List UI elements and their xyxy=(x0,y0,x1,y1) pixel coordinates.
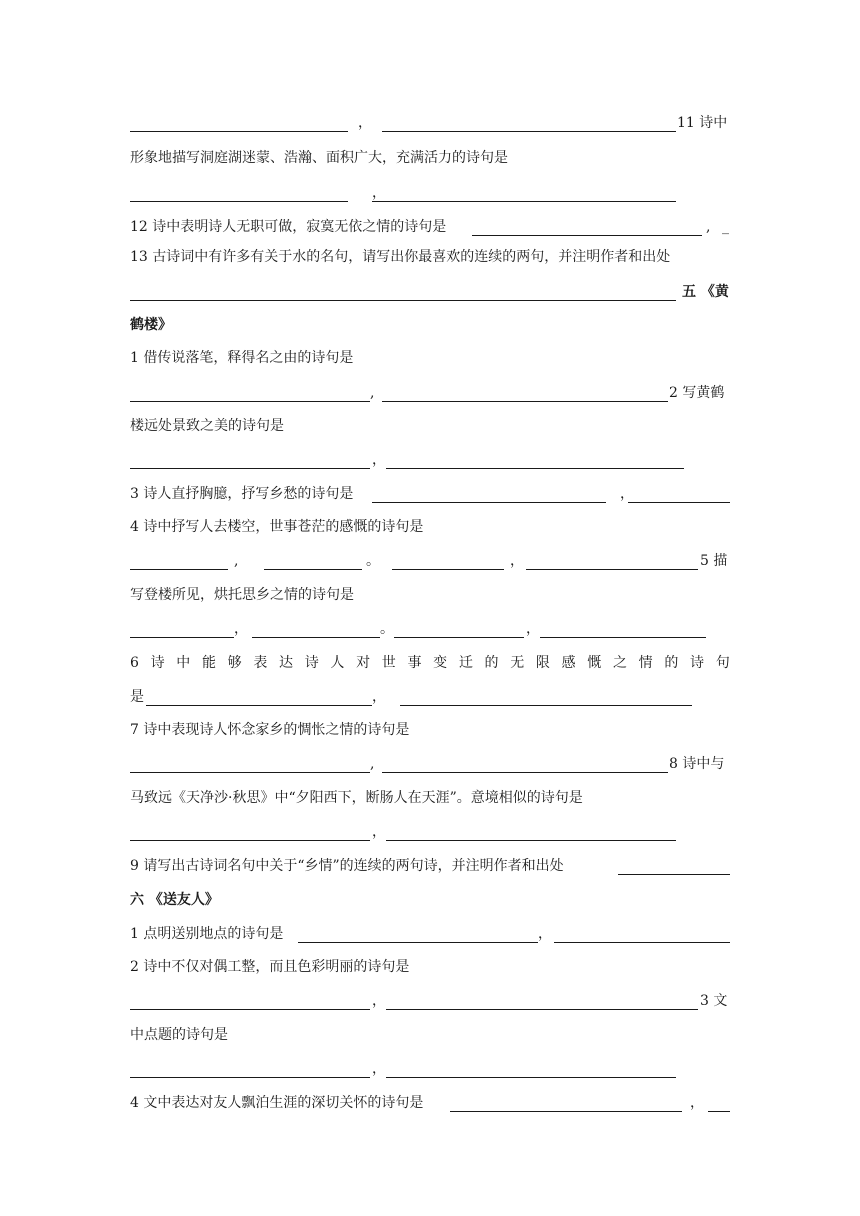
answer-blank[interactable] xyxy=(450,1111,682,1112)
comma: ， xyxy=(372,452,386,468)
line-answer-q13 xyxy=(130,282,730,302)
question-12 xyxy=(130,217,730,237)
answer-blank[interactable] xyxy=(130,1009,370,1010)
answer-blank[interactable] xyxy=(472,235,702,236)
answer-blank[interactable] xyxy=(130,772,370,773)
line-blanks-q6 xyxy=(130,687,730,707)
comma: ， xyxy=(234,621,248,637)
line-blanks-q11 xyxy=(130,183,730,203)
answer-blank[interactable] xyxy=(708,1111,730,1112)
question-13 xyxy=(130,247,730,267)
comma: ， xyxy=(372,824,386,840)
answer-blank[interactable] xyxy=(386,1009,698,1010)
comma: ， xyxy=(538,926,552,942)
question-label: 7 诗中表现诗人怀念家乡的惆怅之情的诗句是 xyxy=(130,722,410,738)
answer-blank[interactable] xyxy=(130,468,370,469)
answer-blank[interactable] xyxy=(394,637,524,638)
question-6 xyxy=(130,653,730,673)
section-heading-cont xyxy=(130,315,730,335)
comma: ， xyxy=(358,115,372,131)
question-9 xyxy=(130,856,730,876)
section-heading: 五 《黄 xyxy=(682,284,729,300)
period: 。 xyxy=(366,553,380,569)
question-number: 3 文 xyxy=(700,993,728,1009)
section-heading-6 xyxy=(130,890,730,910)
question-label: 写登楼所见，烘托思乡之情的诗句是 xyxy=(130,587,354,603)
comma: ， xyxy=(526,621,540,637)
question-4 xyxy=(130,1093,730,1113)
justified-question-label: 6 诗 中 能 够 表 达 诗 人 对 世 事 变 迁 的 无 限 感 慨 之 情 的 诗 句 xyxy=(130,655,730,671)
line-blanks-q3 xyxy=(130,1059,730,1079)
answer-blank[interactable] xyxy=(130,300,676,301)
question-label: 12 诗中表明诗人无职可做，寂寞无依之情的诗句是 xyxy=(130,219,447,235)
trailing-underscore: _ xyxy=(722,219,729,235)
line-blanks-q1 xyxy=(130,383,730,403)
line-blanks-q7 xyxy=(130,754,730,774)
question-label: 1 借传说落笔，释得名之由的诗句是 xyxy=(130,350,354,366)
comma: ， xyxy=(620,486,634,502)
comma: ， xyxy=(372,993,386,1009)
answer-blank[interactable] xyxy=(386,840,676,841)
line-blanks-q8 xyxy=(130,822,730,842)
comma: , xyxy=(706,219,711,235)
answer-blank[interactable] xyxy=(264,569,362,570)
question-text xyxy=(130,1025,730,1045)
line-blanks-q4 xyxy=(130,551,730,571)
section-title: 鹤楼》 xyxy=(130,317,172,333)
answer-blank[interactable] xyxy=(130,637,234,638)
question-2 xyxy=(130,957,730,977)
answer-blank[interactable] xyxy=(146,705,372,706)
answer-blank[interactable] xyxy=(540,637,706,638)
period: 。 xyxy=(380,621,394,637)
comma: ， xyxy=(372,689,386,705)
comma: , xyxy=(234,553,239,569)
question-number: 11 诗中 xyxy=(677,115,728,131)
question-3 xyxy=(130,484,730,504)
question-label: 1 点明送别地点的诗句是 xyxy=(130,926,284,942)
question-label: 楼远处景致之美的诗句是 xyxy=(130,418,284,434)
question-text xyxy=(130,416,730,436)
answer-blank[interactable] xyxy=(628,502,730,503)
question-number: 2 写黄鹤 xyxy=(669,385,725,401)
question-label: 4 诗中抒写人去楼空，世事苍茫的感慨的诗句是 xyxy=(130,519,424,535)
answer-blank[interactable] xyxy=(130,1077,370,1078)
question-label: 2 诗中不仅对偶工整，而且色彩明丽的诗句是 xyxy=(130,959,410,975)
question-7 xyxy=(130,720,730,740)
question-text xyxy=(130,788,730,808)
line-blanks-q10 xyxy=(130,113,730,133)
comma: ， xyxy=(690,1095,704,1111)
answer-blank[interactable] xyxy=(526,569,698,570)
comma: , xyxy=(370,385,375,401)
question-number: 8 诗中与 xyxy=(669,756,725,772)
answer-blank[interactable] xyxy=(252,637,380,638)
comma: , xyxy=(370,756,375,772)
answer-blank[interactable] xyxy=(130,131,348,132)
answer-blank[interactable] xyxy=(130,201,348,202)
answer-blank[interactable] xyxy=(386,468,684,469)
answer-blank[interactable] xyxy=(298,942,538,943)
answer-blank[interactable] xyxy=(382,772,668,773)
comma: ， xyxy=(372,1061,386,1077)
answer-blank[interactable] xyxy=(130,569,228,570)
answer-blank[interactable] xyxy=(372,201,676,202)
question-label: 中点题的诗句是 xyxy=(130,1027,228,1043)
question-label-cont: 是 xyxy=(130,689,144,705)
line-blanks-q5 xyxy=(130,619,730,639)
question-text xyxy=(130,585,730,605)
comma: ， xyxy=(510,553,524,569)
answer-blank[interactable] xyxy=(618,874,730,875)
section-title: 六 《送友人》 xyxy=(130,892,219,908)
answer-blank[interactable] xyxy=(382,401,668,402)
answer-blank[interactable] xyxy=(130,840,370,841)
answer-blank[interactable] xyxy=(392,569,504,570)
line-blanks-q2 xyxy=(130,450,730,470)
question-1 xyxy=(130,348,730,368)
comma: ， xyxy=(372,185,386,201)
answer-blank[interactable] xyxy=(130,401,370,402)
question-label: 形象地描写洞庭湖迷蒙、浩瀚、面积广大，充满活力的诗句是 xyxy=(130,150,508,166)
question-4 xyxy=(130,517,730,537)
question-text xyxy=(130,148,730,168)
answer-blank[interactable] xyxy=(382,131,676,132)
question-label: 4 文中表达对友人飘泊生涯的深切关怀的诗句是 xyxy=(130,1095,424,1111)
question-label: 马致远《天净沙·秋思》中“夕阳西下，断肠人在天涯”。意境相似的诗句是 xyxy=(130,790,583,806)
answer-blank[interactable] xyxy=(372,502,606,503)
line-blanks-q2 xyxy=(130,991,730,1011)
question-label: 3 诗人直抒胸臆，抒写乡愁的诗句是 xyxy=(130,486,354,502)
answer-blank[interactable] xyxy=(400,705,692,706)
question-number: 5 描 xyxy=(700,553,728,569)
answer-blank[interactable] xyxy=(554,942,730,943)
question-label: 9 请写出古诗词名句中关于“乡情”的连续的两句诗，并注明作者和出处 xyxy=(130,858,564,874)
question-label: 13 古诗词中有许多有关于水的名句，请写出你最喜欢的连续的两句，并注明作者和出处 xyxy=(130,249,671,265)
answer-blank[interactable] xyxy=(386,1077,676,1078)
question-1 xyxy=(130,924,730,944)
